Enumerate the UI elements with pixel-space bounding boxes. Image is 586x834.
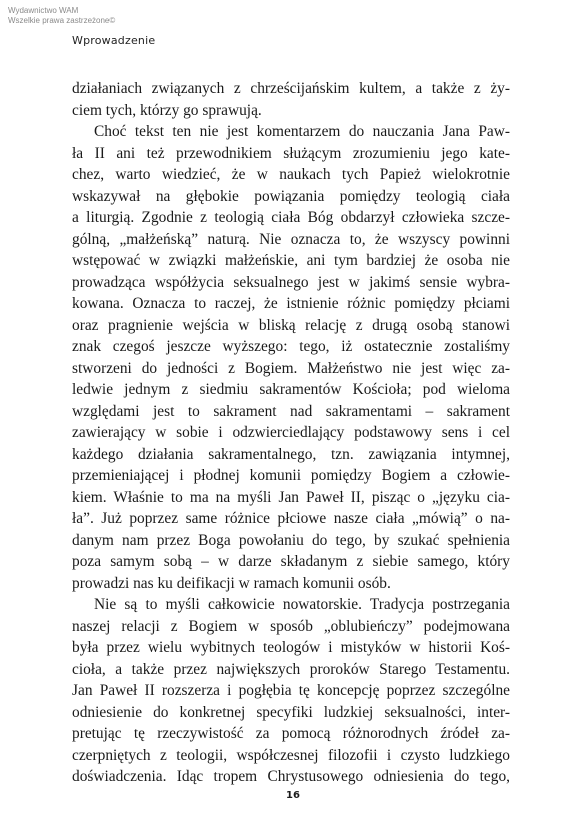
text-line: względami jest to sakrament nad sakramentami – sakrament [72, 402, 510, 420]
text-line: kiem. Właśnie to ma na myśli Jan Paweł II, pisząc o „języku cia- [72, 488, 510, 506]
text-line: doświadczenia. Idąc tropem Chrystusowego odniesienia do tego, [72, 768, 510, 785]
text-line: cioła, a także przez największych proroków Starego Testamentu. [72, 660, 510, 678]
text-line: oraz pragnienie wejścia w bliską relację z drugą osobą stanowi [72, 316, 510, 334]
text-line: znak czegoś jeszcze wyższego: tego, iż ostatecznie zostaliśmy [72, 338, 510, 355]
text-line: ła II ani też przewodnikiem służącym zrozumieniu jego kate- [72, 144, 510, 162]
text-line: chez, warto wiedzieć, że w naukach tych Papież wielokrotnie [72, 166, 510, 183]
text-line: prowadzi nas ku deifikacji w ramach komunii osób. [72, 574, 391, 592]
text-line: przemieniającej i płodnej komunii pomiędzy Bogiem a człowie- [72, 467, 510, 484]
text-line: każdego działania sakramentalnego, tzn. zawiązania intymnej, [72, 445, 510, 463]
text-line: Nie są to myśli całkowicie nowatorskie. Tradycja postrzegania [94, 596, 510, 613]
publisher-name: Wydawnictwo WAM [8, 6, 79, 15]
text-line: odniesienie do konkretnej specyfiki ludzkiej seksualności, inter- [72, 703, 510, 721]
body-text [72, 78, 510, 788]
text-line: a liturgią. Zgodnie z teologią ciała Bóg obdarzył człowieka szcze- [72, 209, 510, 226]
text-line: działaniach związanych z chrześcijańskim kultem, a także z ży- [72, 80, 510, 97]
text-line: wstępować w związki małżeńskie, ani tym bardziej że osoba nie [72, 252, 510, 269]
text-line: danym nam przez Boga powołaniu do tego, by szukać spełnienia [72, 531, 510, 549]
copyright-notice [8, 6, 115, 26]
running-head: Wprowadzenie [72, 34, 156, 47]
text-line: ła”. Już poprzez same różnice płciowe nasze ciała „mówią” o na- [72, 510, 510, 527]
text-line: Choć tekst ten nie jest komentarzem do nauczania Jana Paw- [94, 123, 510, 140]
rights-notice: Wszelkie prawa zastrzeżone© [8, 16, 116, 25]
page-number: 16 [286, 790, 300, 801]
text-line: wskazywał na głębokie powiązania pomiędzy teologią ciała [72, 187, 510, 205]
text-line: stworzeni do jedności z Bogiem. Małżeństwo nie jest więc za- [72, 359, 510, 377]
text-line: pretując tę rzeczywistość za pomocą różnorodnych źródeł za- [72, 725, 510, 742]
text-line: prowadząca współżycia seksualnego jest w jakimś sensie wybra- [72, 273, 510, 291]
text-line: poza samym sobą – w darze składanym z siebie samego, który [72, 553, 510, 570]
text-line: gólną, „małżeńską” naturą. Nie oznacza to, że wszyscy powinni [72, 230, 510, 248]
text-line: czerpniętych z teologii, współczesnej filozofii i czysto ludzkiego [72, 746, 510, 764]
text-line: ciem tych, którzy go sprawują. [72, 101, 262, 119]
text-line: Jan Paweł II rozszerza i pogłębia tę koncepcję poprzez szczególne [72, 682, 510, 699]
text-line: kowana. Oznacza to raczej, że istnienie różnic pomiędzy płciami [72, 295, 510, 312]
text-line: naszej relacji z Bogiem w sposób „oblubieńczy” podejmowana [72, 617, 510, 635]
text-line: zawierający w sobie i odzwierciedlający podstawowy sens i cel [72, 424, 510, 441]
text-line: ledwie jednym z siedmiu sakramentów Kościoła; pod wieloma [72, 381, 510, 398]
text-line: była przez wielu wybitnych teologów i mistyków w historii Koś- [72, 639, 510, 656]
